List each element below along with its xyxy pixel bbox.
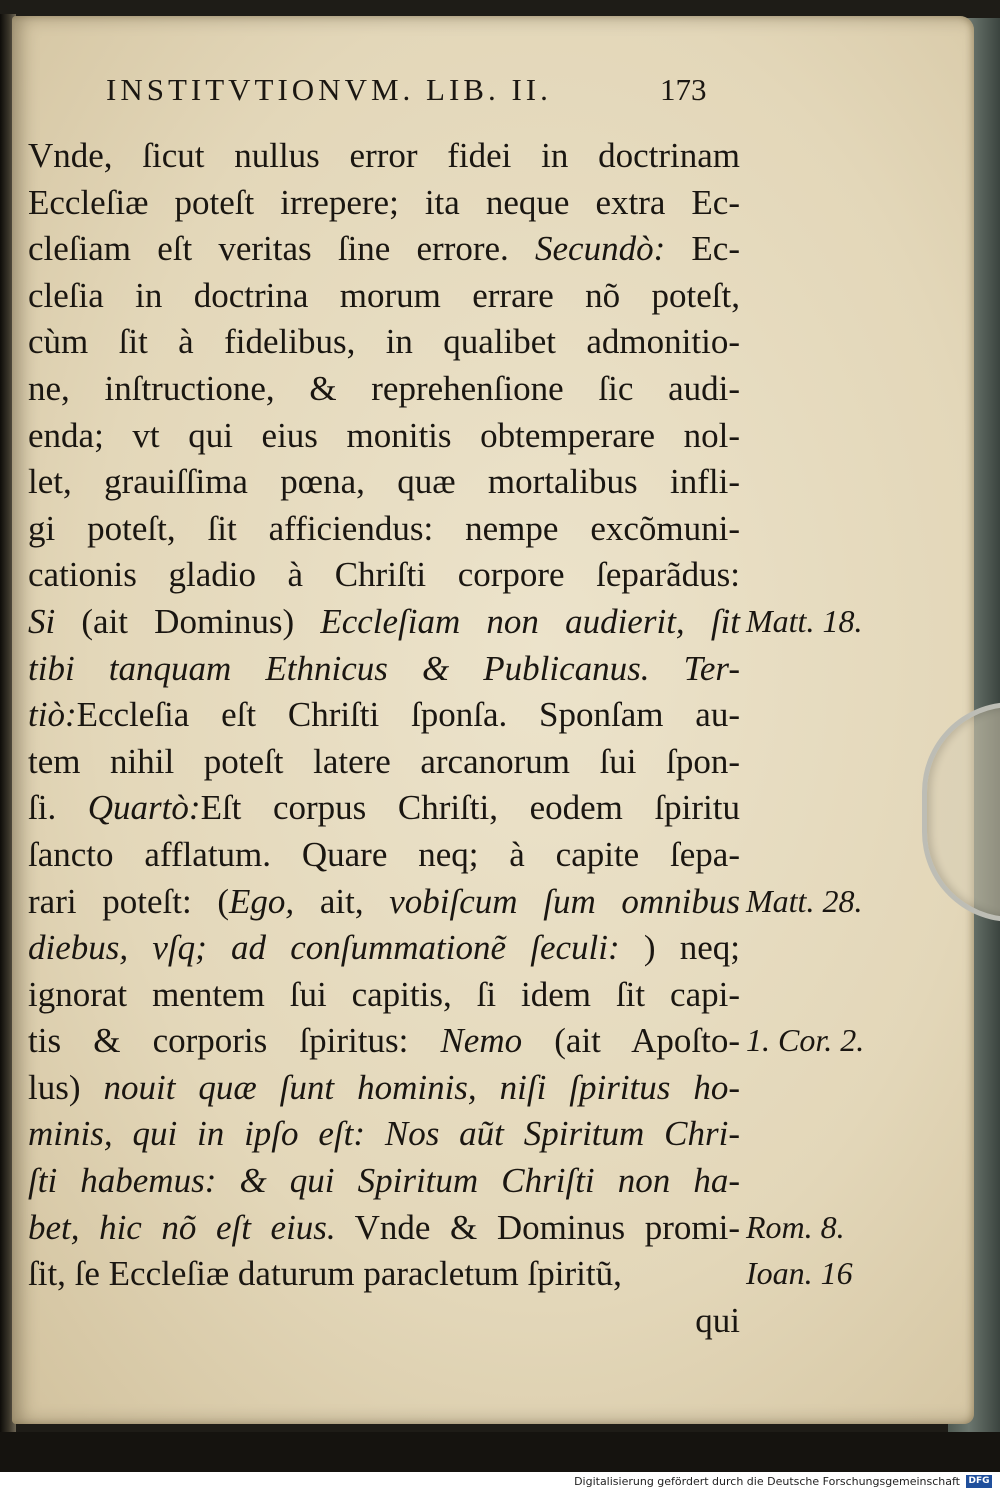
marginal-note: Matt. 18. <box>746 603 863 639</box>
italic-text: minis, qui in ipſo eſt: Nos aũt Spiritum Chri- <box>28 1114 740 1154</box>
roman-text: Vnde, ſicut nullus error fidei in doctrinam <box>28 136 740 175</box>
italic-text: ſti habemus: & qui Spiritum Chriſti non ha- <box>28 1161 740 1201</box>
roman-text: tis & corporis ſpiritus: <box>28 1021 441 1061</box>
text-line <box>28 1018 740 1065</box>
italic-text: Nemo <box>440 1021 523 1061</box>
italic-text: bet, hic nõ eſt eius. <box>28 1207 336 1247</box>
text-line <box>28 133 740 180</box>
roman-text: tem nihil poteſt latere arcanorum ſui ſpon- <box>28 741 740 781</box>
roman-text: Vnde & Dominus promi- <box>335 1207 740 1247</box>
text-line <box>28 599 740 646</box>
text-line <box>28 552 740 599</box>
roman-text: gi poteſt, ſit afficiendus: nempe excõmuni- <box>28 508 740 548</box>
body-text <box>28 133 740 1344</box>
text-line <box>28 646 740 693</box>
roman-text: Eccleſia eſt Chriſti ſponſa. Sponſam au- <box>76 695 740 735</box>
roman-text: ſit, ſe Eccleſiæ daturum paracletum ſpiritũ, <box>28 1254 622 1294</box>
roman-text: cùm ſit à fidelibus, in qualibet admonitio- <box>28 322 740 362</box>
roman-text: ) neq; <box>619 928 741 968</box>
text-line <box>28 1251 740 1298</box>
text-line <box>28 459 740 506</box>
running-title: INSTITVTIONVM. LIB. II. <box>106 72 552 107</box>
text-line <box>28 1065 740 1112</box>
text-line <box>28 506 740 553</box>
italic-text: diebus, vſq; ad conſummationẽ ſeculi: <box>28 928 620 968</box>
roman-text: ſancto afflatum. Quare neq; à capite ſepa- <box>28 834 740 874</box>
marginal-note: Ioan. 16 <box>746 1255 853 1292</box>
roman-text: Eccleſiæ poteſt irrepere; ita neque extra Ec- <box>28 182 740 222</box>
text-line <box>28 692 740 739</box>
text-line <box>28 273 740 320</box>
catchword: qui <box>695 1300 740 1340</box>
text-line <box>28 366 740 413</box>
italic-text: Secundò: <box>535 229 666 269</box>
text-line <box>28 226 740 273</box>
roman-text: enda; vt qui eius monitis obtemperare nol- <box>28 415 740 455</box>
italic-text: vobiſcum ſum omnibus <box>389 881 741 921</box>
text-line <box>28 972 740 1019</box>
roman-text: cationis gladio à Chriſti corpore ſeparãdus: <box>28 555 740 595</box>
marginal-note: Matt. 28. <box>746 882 863 919</box>
dfg-logo: DFG <box>966 1475 992 1488</box>
roman-text: rari poteſt: ( <box>28 881 230 921</box>
roman-text: ait, <box>294 881 390 921</box>
roman-text: Ec- <box>665 229 740 269</box>
italic-text: Eccleſiam non audierit, ſit <box>320 601 740 641</box>
text-line <box>28 879 740 926</box>
roman-text <box>650 649 684 688</box>
text-line <box>28 1158 740 1205</box>
text-line <box>28 832 740 879</box>
text-line <box>28 180 740 227</box>
italic-text: tibi tanquam Ethnicus & Publicanus. <box>28 648 650 688</box>
italic-text: Ego, <box>229 881 295 921</box>
text-line <box>28 319 740 366</box>
footer-credit: Digitalisierung gefördert durch die Deutsche Forschungsgemeinschaft <box>574 1475 960 1488</box>
roman-text: Eſt corpus Chriſti, eodem ſpiritu <box>200 788 740 828</box>
marginal-note: Rom. 8. <box>746 1208 845 1245</box>
text-line <box>28 925 740 972</box>
roman-text: cleſiam eſt veritas ſine errore. <box>28 229 535 269</box>
roman-text: (ait Dominus) <box>55 601 321 641</box>
roman-text: lus) <box>28 1067 104 1107</box>
italic-text: Ter- <box>683 648 740 688</box>
text-line <box>28 785 740 832</box>
roman-text: ne, inſtructione, & reprehenſione ſic audi- <box>28 368 740 408</box>
roman-text: cleſia in doctrina morum errare nõ poteſt, <box>28 275 740 315</box>
text-line <box>28 1111 740 1158</box>
italic-text: tiò: <box>28 695 77 735</box>
text-line <box>28 413 740 460</box>
italic-text: Si <box>28 601 56 641</box>
roman-text: (ait Apoſto- <box>522 1021 740 1061</box>
italic-text: Quartò: <box>87 788 201 828</box>
scan-bottom-band <box>0 1432 1000 1472</box>
roman-text: ſi. <box>28 788 88 828</box>
roman-text: let, grauiſſima pœna, quæ mortalibus infli- <box>28 462 740 502</box>
italic-text: nouit quæ ſunt hominis, niſi ſpiritus ho- <box>103 1067 741 1107</box>
footer-bar <box>0 1472 1000 1492</box>
text-line <box>28 739 740 786</box>
roman-text: ignorat mentem ſui capitis, ſi idem ſit capi- <box>28 974 740 1014</box>
page-number: 173 <box>660 72 707 107</box>
text-line <box>28 1205 740 1252</box>
marginal-note: 1. Cor. 2. <box>746 1022 865 1059</box>
